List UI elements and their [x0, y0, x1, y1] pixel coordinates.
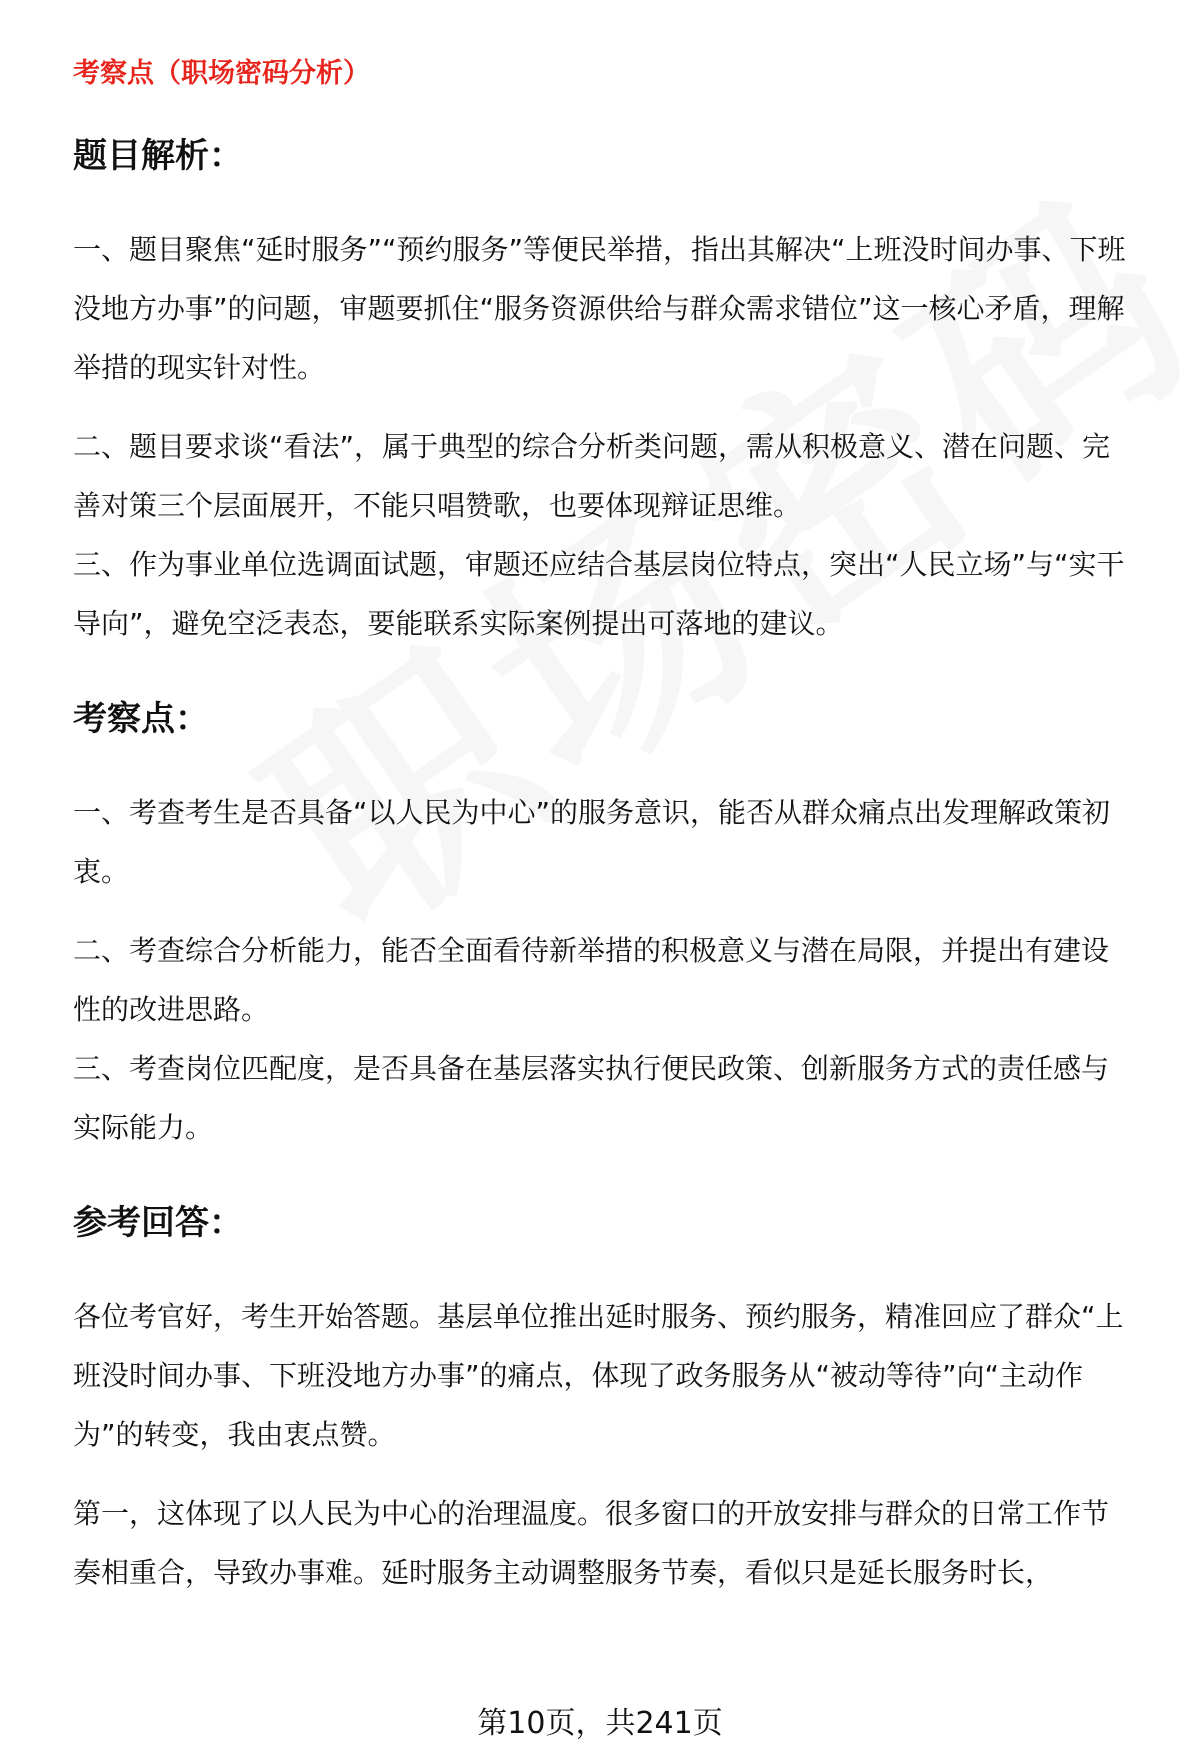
analysis-heading: 题目解析：	[73, 136, 243, 176]
points-paragraph-1: 一、考查考生是否具备“以人民为中心”的服务意识，能否从群众痛点出发理解政策初衷。	[73, 796, 1111, 888]
answer-paragraph-1: 各位考官好，考生开始答题。基层单位推出延时服务、预约服务，精准回应了群众“上班没时间办事、下班没地方办事”的痛点，体现了政务服务从“被动等待”向“主动作为”的转变，我由衷点赞。	[73, 1300, 1124, 1451]
page-content	[73, 56, 1133, 1602]
answer-paragraph-2: 第一，这体现了以人民为中心的治理温度。很多窗口的开放安排与群众的日常工作节奏相重合，导致办事难。延时服务主动调整服务节奏，看似只是延长服务时长，	[73, 1497, 1110, 1589]
analysis-paragraph-1: 一、题目聚焦“延时服务”“预约服务”等便民举措，指出其解决“上班没时间办事、下班没地方办事”的问题，审题要抓住“服务资源供给与群众需求错位”这一核心矛盾，理解举措的现实针对性。	[73, 233, 1126, 384]
analysis-paragraph-2: 二、题目要求谈“看法”，属于典型的综合分析类问题，需从积极意义、潜在问题、完善对策三个层面展开，不能只唱赞歌，也要体现辩证思维。	[73, 430, 1111, 522]
analysis-paragraph-3: 三、作为事业单位选调面试题，审题还应结合基层岗位特点，突出“人民立场”与“实干导向”，避免空泛表态，要能联系实际案例提出可落地的建议。	[73, 548, 1125, 640]
points-paragraph-3: 三、考查岗位匹配度，是否具备在基层落实执行便民政策、创新服务方式的责任感与实际能力。	[73, 1052, 1110, 1144]
answer-heading: 参考回答：	[73, 1203, 243, 1243]
page-footer: 第10页，共241页	[477, 1706, 723, 1741]
points-heading: 考察点：	[73, 699, 209, 739]
top-heading: 考察点（职场密码分析）	[73, 58, 370, 89]
points-paragraph-2: 二、考查综合分析能力，能否全面看待新举措的积极意义与潜在局限，并提出有建设性的改进思路。	[73, 934, 1110, 1026]
